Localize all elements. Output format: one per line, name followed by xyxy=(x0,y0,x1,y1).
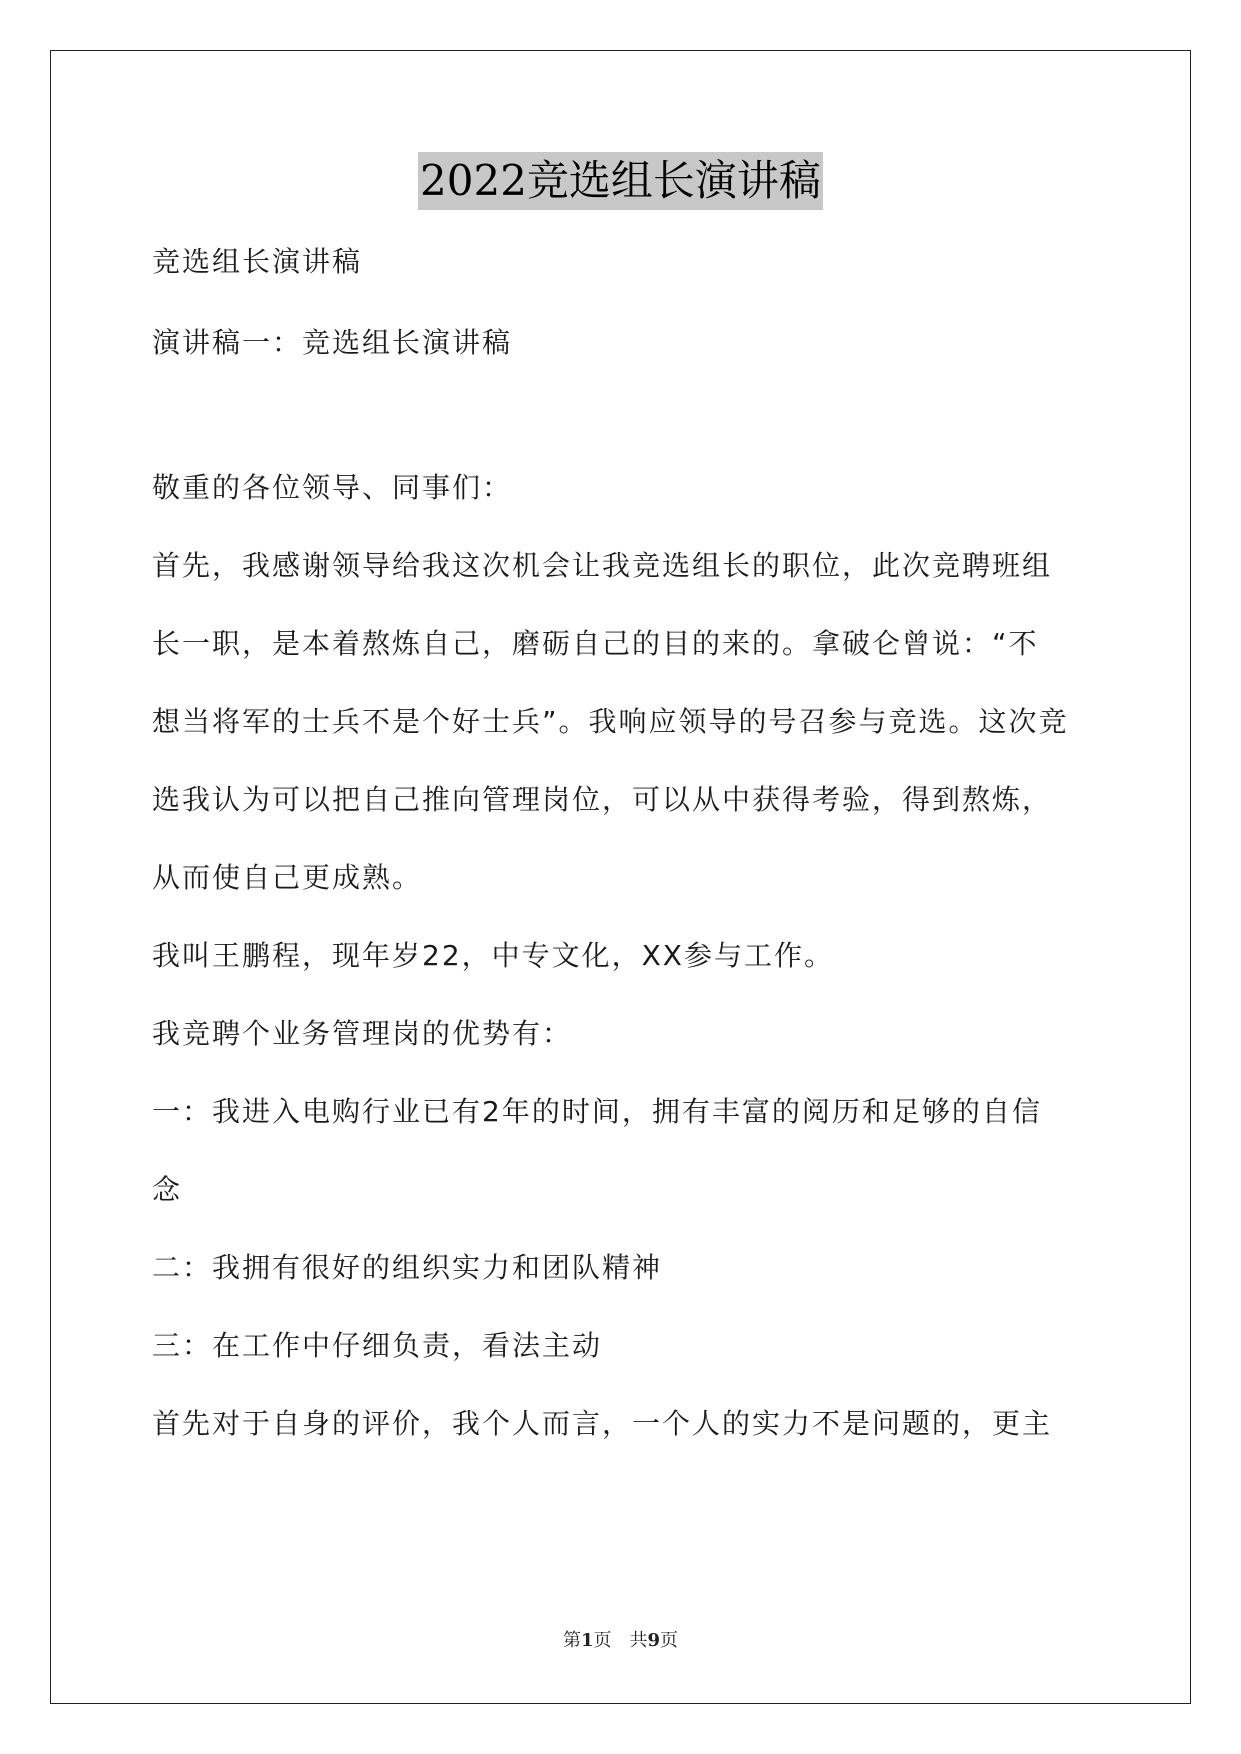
paragraph-line: 一：我进入电购行业已有2年的时间，拥有丰富的阅历和足够的自信 xyxy=(152,1095,1042,1128)
paragraph-line: 二：我拥有很好的组织实力和团队精神 xyxy=(152,1251,663,1284)
document-body xyxy=(152,236,1092,1476)
footer-prefix: 第 xyxy=(562,1630,581,1651)
page-footer xyxy=(0,1626,1241,1652)
paragraph-line: 首先，我感谢领导给我这次机会让我竞选组长的职位，此次竞聘班组 xyxy=(152,549,1053,582)
paragraph-line: 我竞聘个业务管理岗的优势有： xyxy=(152,1017,573,1050)
paragraph-line: 首先对于自身的评价，我个人而言，一个人的实力不是问题的，更主 xyxy=(152,1407,1053,1440)
paragraph-line: 竞选组长演讲稿 xyxy=(152,245,363,278)
footer-suffix: 页 xyxy=(660,1630,679,1651)
paragraph-line: 三：在工作中仔细负责，看法主动 xyxy=(152,1329,603,1362)
paragraph-line: 念 xyxy=(152,1173,183,1206)
title-container xyxy=(0,152,1241,210)
footer-page-total: 9 xyxy=(647,1630,661,1651)
paragraph-line: 我叫王鹏程，现年岁22，中专文化，XX参与工作。 xyxy=(152,939,834,972)
document-title: 2022竞选组长演讲稿 xyxy=(418,152,823,210)
blank-gap xyxy=(152,398,1092,462)
paragraph-line: 长一职，是本着熬炼自己，磨砺自己的目的来的。拿破仑曾说：“不 xyxy=(152,627,1039,660)
paragraph-line: 敬重的各位领导、同事们： xyxy=(152,471,513,504)
paragraph-line: 演讲稿一：竞选组长演讲稿 xyxy=(152,326,513,359)
paragraph-line: 从而使自己更成熟。 xyxy=(152,861,423,894)
paragraph-line: 选我认为可以把自己推向管理岗位，可以从中获得考验，得到熬炼， xyxy=(152,783,1053,816)
paragraph-line: 想当将军的士兵不是个好士兵”。我响应领导的号召参与竞选。这次竞 xyxy=(152,705,1069,738)
footer-page-current: 1 xyxy=(580,1630,594,1651)
footer-mid: 页 共 xyxy=(593,1630,648,1651)
